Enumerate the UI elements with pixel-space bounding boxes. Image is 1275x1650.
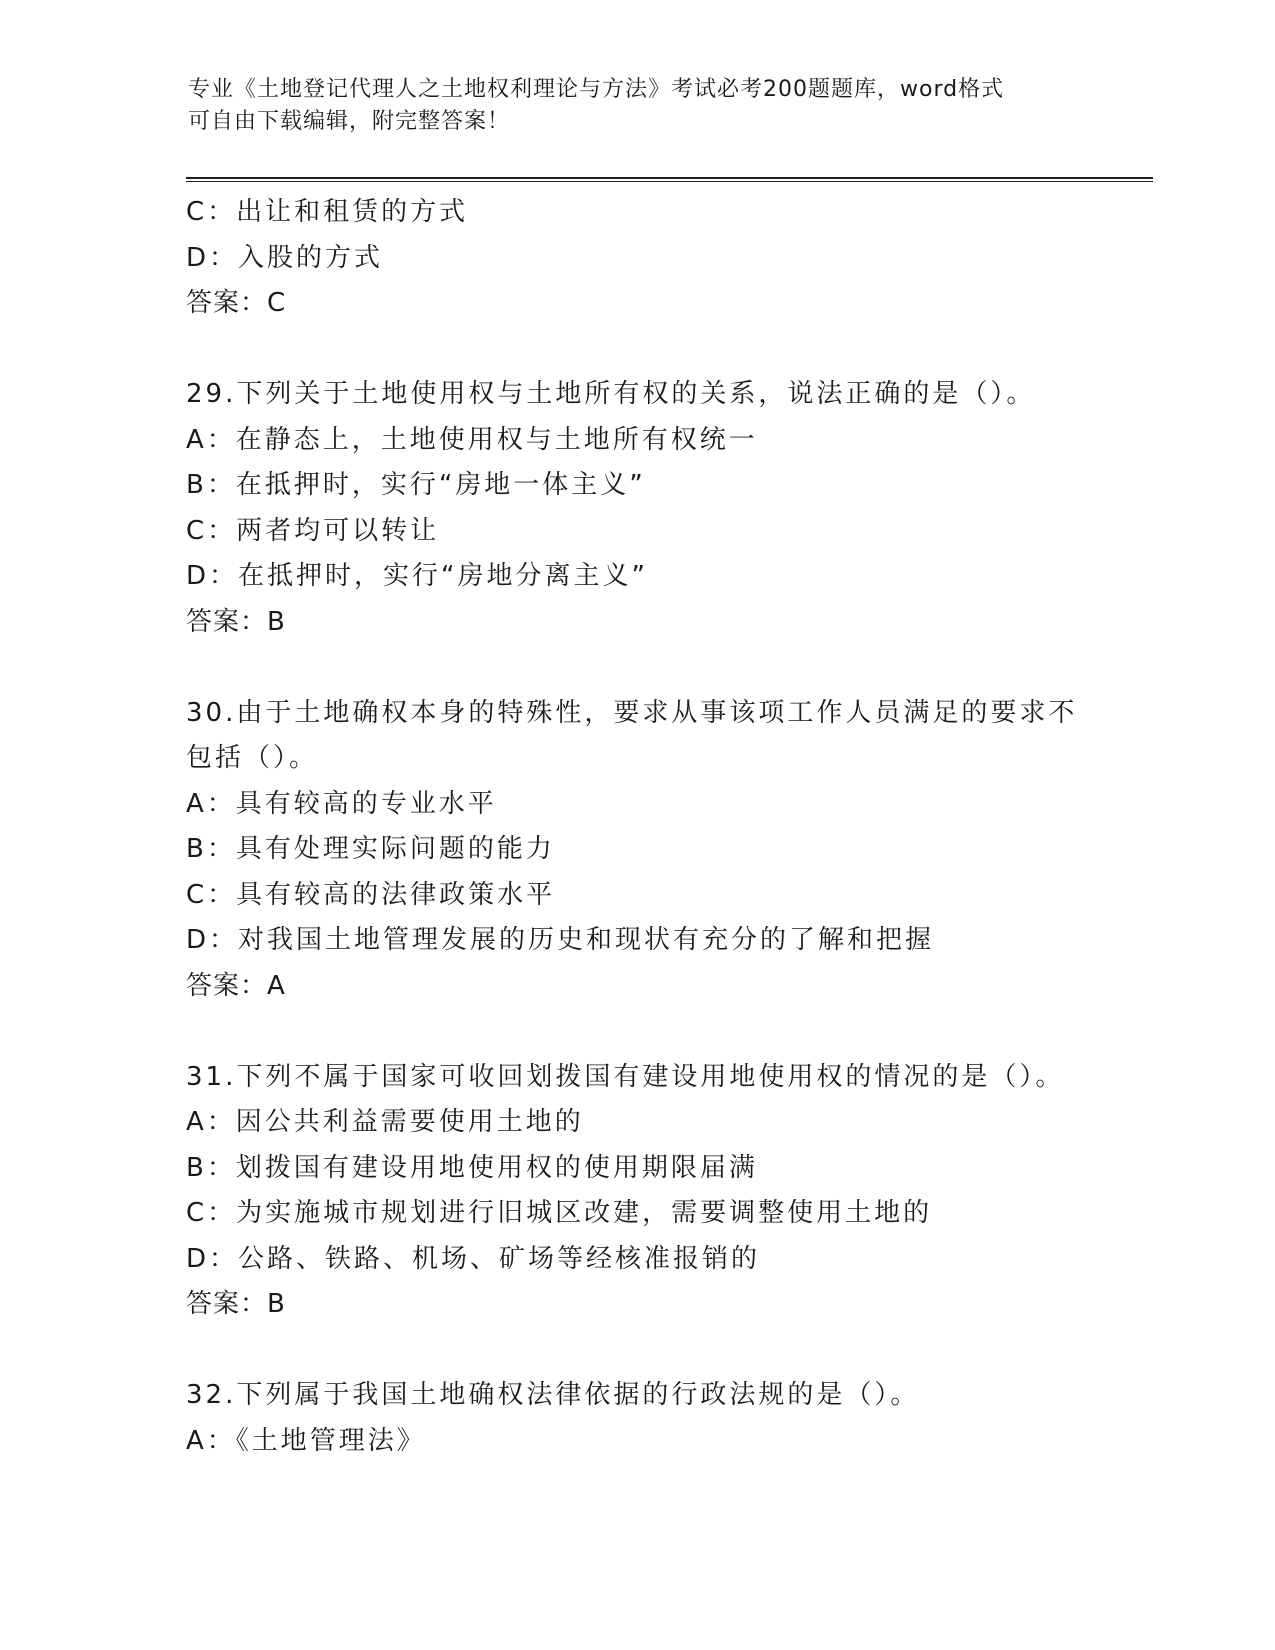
- header-divider-thick: [186, 177, 1153, 179]
- option-c: C：出让和租赁的方式: [186, 197, 469, 227]
- option-a: A：《土地管理法》: [186, 1425, 426, 1456]
- question-31: [186, 1055, 1086, 1328]
- question-29: [186, 372, 1086, 645]
- question-content: [186, 190, 1086, 1464]
- question-stem-continued: 包括（）。: [186, 743, 319, 773]
- question-stem: 31.下列不属于国家可收回划拨国有建设用地使用权的情况的是（）。: [186, 1061, 1065, 1092]
- question-stem: 30.由于土地确权本身的特殊性，要求从事该项工作人员满足的要求不: [186, 697, 1078, 728]
- option-d: D：在抵押时，实行“房地分离主义”: [186, 561, 648, 591]
- header-divider-thin: [186, 181, 1153, 182]
- option-c: C：两者均可以转让: [186, 515, 440, 546]
- page-header: [188, 74, 1068, 138]
- option-d: D：公路、铁路、机场、矿场等经核准报销的: [186, 1243, 761, 1274]
- question-30: [186, 691, 1086, 1010]
- option-a: A：在静态上，土地使用权与土地所有权统一: [186, 424, 758, 455]
- spacer: [186, 327, 1086, 373]
- option-b: B：划拨国有建设用地使用权的使用期限届满: [186, 1152, 758, 1183]
- spacer: [186, 1009, 1086, 1055]
- answer-line: 答案：A: [186, 970, 286, 1001]
- spacer: [186, 645, 1086, 691]
- header-line-1: 专业《土地登记代理人之土地权利理论与方法》考试必考200题题库，word格式: [188, 77, 1005, 102]
- option-a: A：具有较高的专业水平: [186, 788, 497, 819]
- answer-line: 答案：C: [186, 288, 287, 318]
- option-b: B：在抵押时，实行“房地一体主义”: [186, 470, 646, 500]
- option-c: C：具有较高的法律政策水平: [186, 879, 556, 910]
- question-28-continued: [186, 190, 1086, 327]
- option-d: D：对我国土地管理发展的历史和现状有充分的了解和把握: [186, 925, 935, 955]
- spacer: [186, 1328, 1086, 1374]
- question-stem: 29.下列关于土地使用权与土地所有权的关系，说法正确的是（）。: [186, 379, 1036, 409]
- question-32: [186, 1373, 1086, 1464]
- answer-line: 答案：B: [186, 1289, 286, 1319]
- answer-line: 答案：B: [186, 606, 286, 637]
- header-line-2: 可自由下载编辑，附完整答案！: [188, 109, 511, 134]
- option-a: A：因公共利益需要使用土地的: [186, 1107, 584, 1137]
- option-d: D：入股的方式: [186, 242, 384, 273]
- question-stem: 32.下列属于我国土地确权法律依据的行政法规的是（）。: [186, 1380, 920, 1410]
- option-b: B：具有处理实际问题的能力: [186, 834, 555, 864]
- option-c: C：为实施城市规划进行旧城区改建，需要调整使用土地的: [186, 1198, 933, 1228]
